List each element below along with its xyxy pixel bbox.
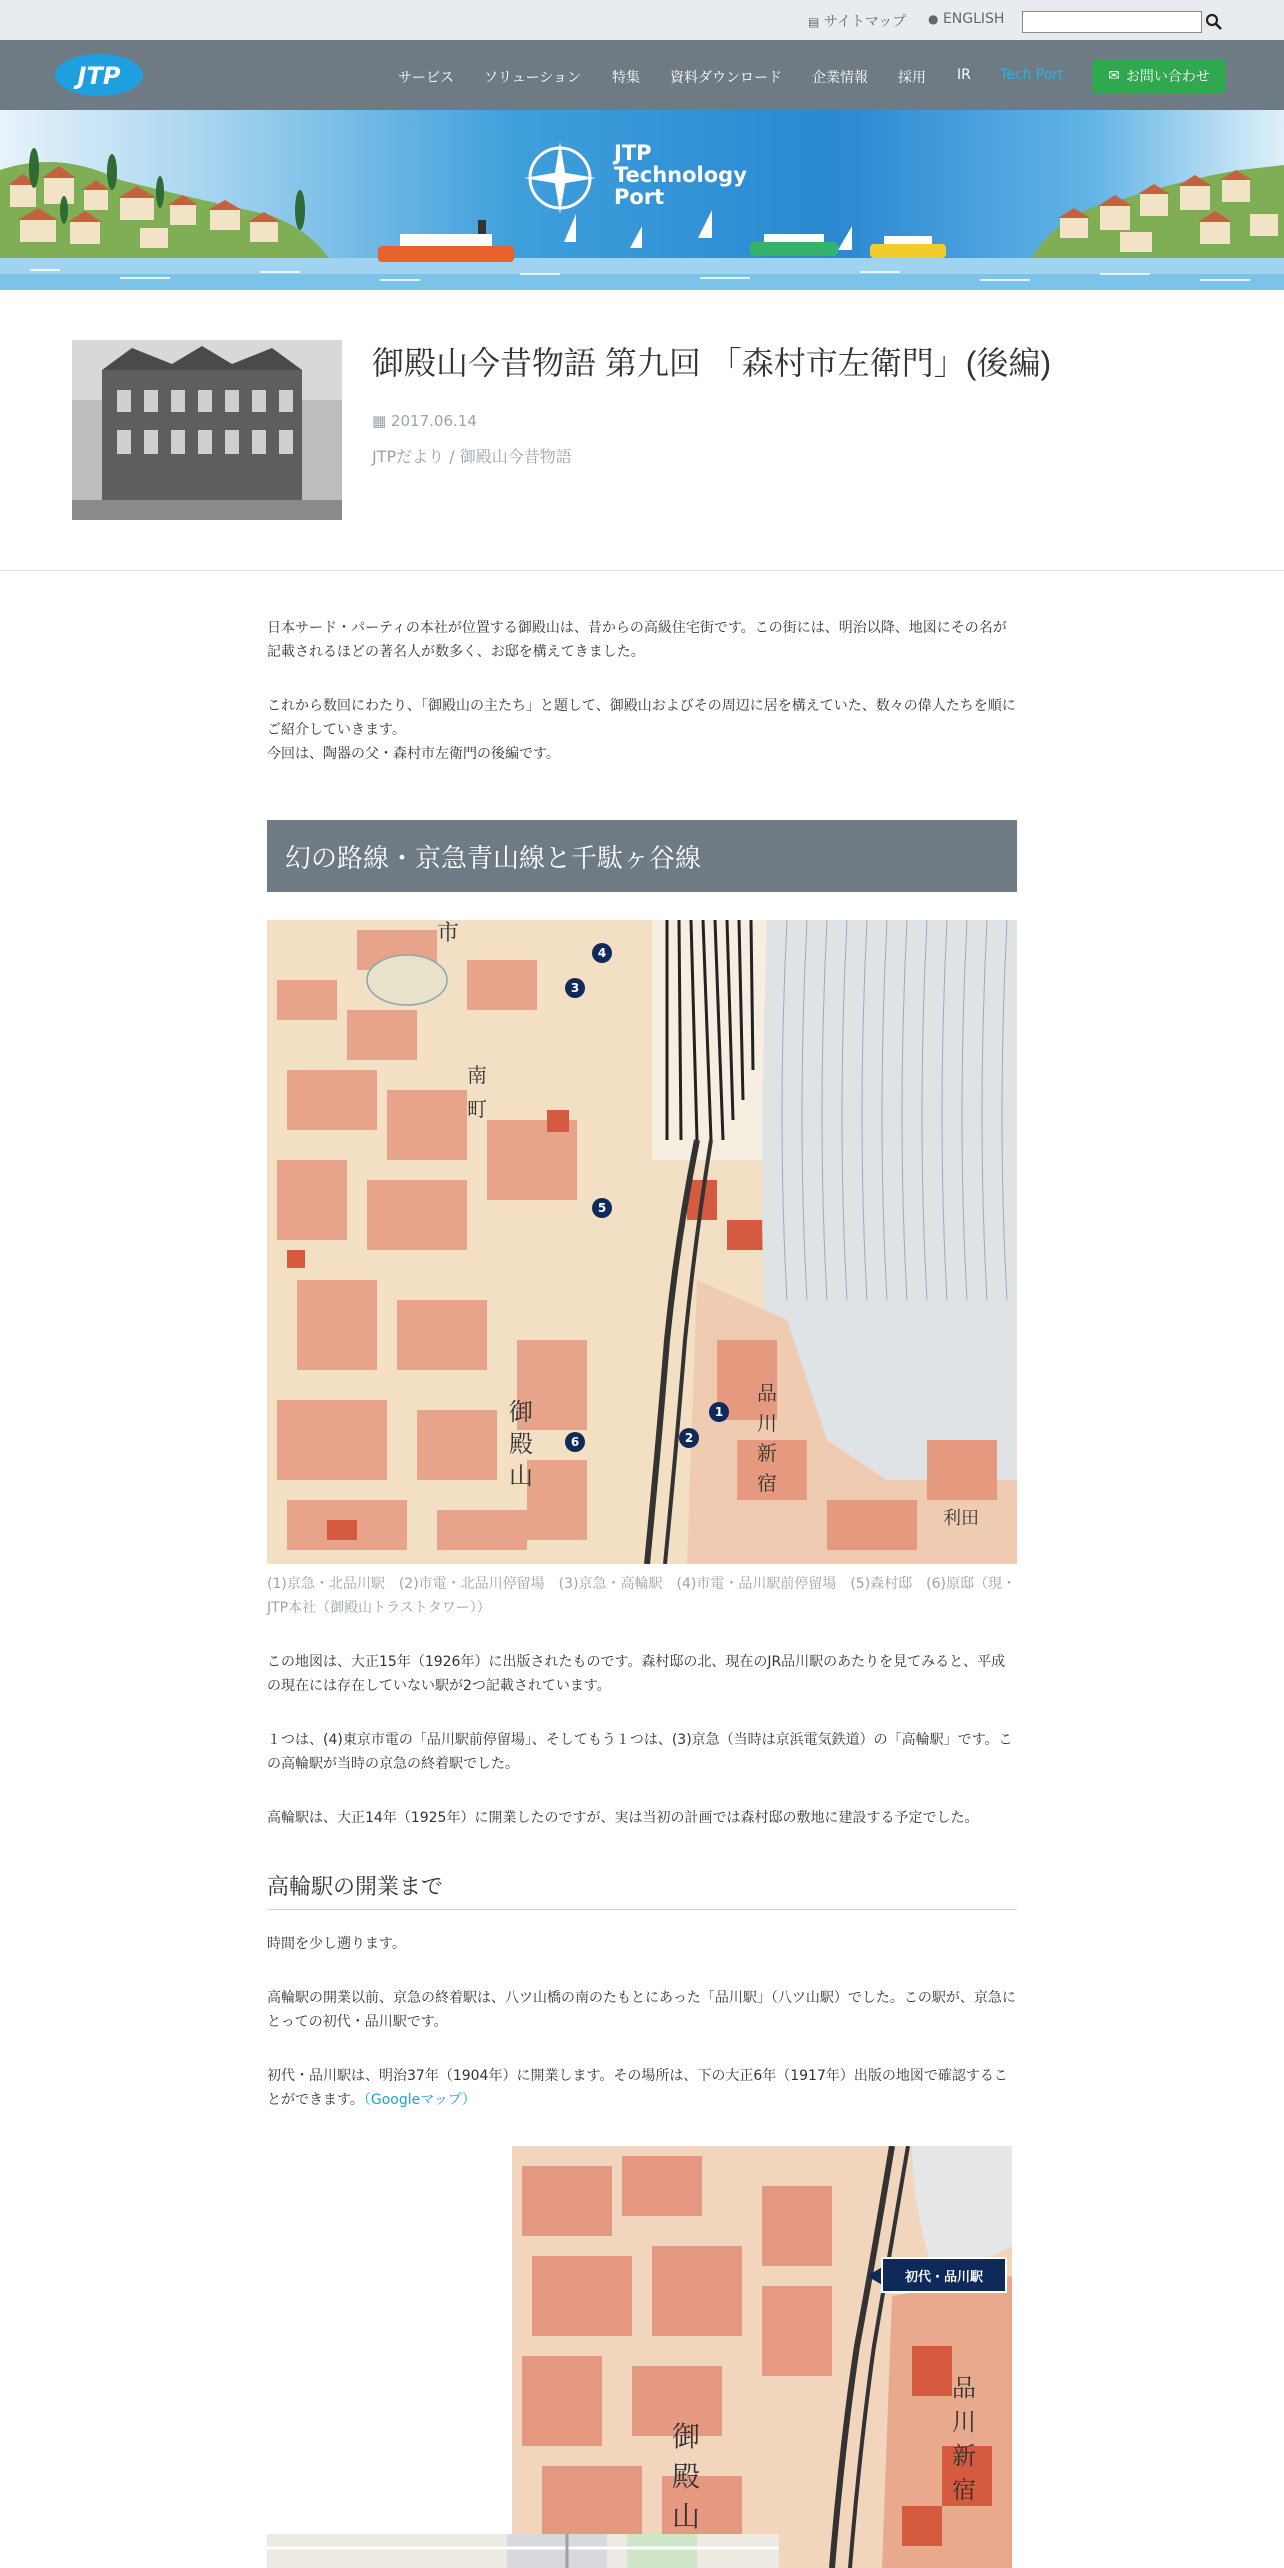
first-station-paragraph: 高輪駅の開業以前、京急の終着駅は、八ツ山橋の南のたもとにあった「品川駅」（八ツ山駅）でした。この駅が、京急にとっての初代・品川駅です。 (267, 1990, 1016, 2030)
search-icon[interactable] (1204, 12, 1224, 32)
nav-solutions[interactable]: ソリューション (484, 70, 582, 86)
nav-ir[interactable]: IR (957, 67, 971, 83)
first-station-callout (867, 2258, 1006, 2292)
article-thumbnail (72, 340, 342, 520)
article-date (372, 412, 477, 430)
sitemap-label: サイトマップ (823, 14, 907, 30)
nav-downloads[interactable]: 資料ダウンロード (670, 70, 782, 86)
map1-label-go: 御 (509, 1398, 533, 1426)
map1-marker-5: 5 (597, 1201, 607, 1215)
contact-button[interactable] (1092, 59, 1226, 93)
intro-paragraph: 日本サード・パーティの本社が位置する御殿山は、昔からの高級住宅街です。この街には、明治以降、地図にその名が記載されるほどの著名人が数多く、お邸を構えてきました。 (267, 620, 1007, 660)
historical-map-1917 (512, 2146, 1012, 2568)
nav-tech-port[interactable]: Tech Port (1000, 67, 1064, 83)
sitemap-icon: ▤ (808, 15, 820, 29)
banner-title (614, 142, 747, 208)
map1-label-gawa: 川 (757, 1411, 777, 1435)
map-explanation-paragraph: この地図は、大正15年（1926年）に出版されたものです。森村邸の北、現在のJR品川駅のあたりを見てみると、平成の現在には存在していない駅が2つ記載されています。 (267, 1654, 1006, 1694)
banner-title-line1: JTP (614, 141, 652, 165)
search-input[interactable] (1022, 11, 1202, 33)
map1-marker-3: 3 (570, 981, 580, 995)
takanawa-paragraph: 高輪駅は、大正14年（1925年）に開業したのですが、実は当初の計画では森村邸の敷地に建設する予定でした。 (267, 1810, 979, 1826)
section-heading-text: 幻の路線・京急青山線と千駄ヶ谷線 (285, 844, 702, 874)
subheading-takanawa (267, 1870, 1017, 1910)
header-divider (0, 570, 1284, 571)
series-paragraph (267, 694, 1017, 766)
opening-paragraph (267, 2064, 1017, 2112)
article-date-text: 2017.06.14 (390, 412, 477, 430)
series-paragraph-line1: これから数回にわたり、「御殿山の主たち」と題して、御殿山およびその周辺に居を構えていた、数々の偉人たちを順にご紹介していきます。 (267, 698, 1016, 738)
map2-label-shina: 品 (952, 2374, 976, 2402)
main-nav (0, 40, 1284, 110)
map1-label-minami: 南 (467, 1063, 487, 1087)
map1-marker-4: 4 (597, 946, 607, 960)
contact-label: お問い合わせ (1125, 69, 1210, 85)
first-station-label: 初代・品川駅 (904, 2270, 984, 2285)
english-link[interactable] (928, 11, 1004, 27)
map1-marker-1: 1 (714, 1405, 724, 1419)
map1-label-shina: 品 (757, 1381, 777, 1405)
sitemap-link[interactable] (808, 11, 906, 31)
map1-label-machi: 町 (467, 1097, 487, 1121)
google-maps-link[interactable]: （Googleマップ） (363, 2092, 476, 2108)
historical-map-1926 (267, 920, 1017, 1564)
map1-label-city: 市 (437, 921, 460, 946)
map2-label-den: 殿 (672, 2460, 701, 2493)
map2-label-yama: 山 (672, 2500, 701, 2533)
opening-paragraph-text: 初代・品川駅は、明治37年（1904年）に開業します。その場所は、下の大正6年（1917年）出版の地図で確認することができます。 (267, 2068, 1008, 2108)
modern-map-strip (267, 2534, 779, 2568)
subheading-text: 高輪駅の開業まで (267, 1875, 444, 1900)
nav-careers[interactable]: 採用 (898, 70, 926, 86)
map1-marker-6: 6 (570, 1435, 580, 1449)
nav-services[interactable]: サービス (398, 70, 454, 86)
article-title: 御殿山今昔物語 第九回 「森村市左衛門」(後編) (372, 345, 1052, 381)
english-label: ENGLISH (942, 11, 1005, 27)
nav-company[interactable]: 企業情報 (812, 70, 868, 86)
map2-label-go: 御 (672, 2420, 701, 2453)
jtp-logo[interactable] (54, 53, 144, 97)
map1-marker-2: 2 (684, 1431, 694, 1445)
globe-icon: ● (928, 12, 939, 26)
map1-label-den: 殿 (509, 1430, 533, 1458)
map2-label-shin: 新 (952, 2442, 976, 2470)
section-heading (267, 820, 1017, 892)
tech-port-banner (0, 110, 1284, 290)
compass-icon (524, 142, 596, 214)
map1-caption: (1)京急・北品川駅 (2)市電・北品川停留場 (3)京急・高輪駅 (4)市電・品川駅前停留場 (5)森村邸 (6)原邸（現・JTP本社（御殿山トラストタワー）） (267, 1576, 1016, 1616)
map1-label-yama: 山 (509, 1462, 533, 1490)
banner-title-line3: Port (614, 185, 665, 209)
map1-label-shin: 新 (757, 1441, 777, 1465)
map2-label-juku: 宿 (952, 2476, 976, 2504)
banner-title-line2: Technology (614, 163, 747, 187)
envelope-icon: ✉ (1108, 68, 1120, 84)
timeline-paragraph: 時間を少し遡ります。 (267, 1936, 406, 1952)
map2-label-gawa: 川 (952, 2408, 976, 2436)
map1-label-juku: 宿 (757, 1471, 777, 1495)
utility-bar (0, 0, 1284, 40)
series-paragraph-line2: 今回は、陶器の父・森村市左衛門の後編です。 (267, 746, 560, 762)
calendar-icon: ▦ (372, 412, 387, 430)
article-categories[interactable]: JTPだより / 御殿山今昔物語 (372, 447, 572, 466)
stations-paragraph: １つは、(4)東京市電の「品川駅前停留場」、そしてもう１つは、(3)京急（当時は京浜電気鉄道）の「高輪駅」です。この高輪駅が当時の京急の終着駅でした。 (267, 1732, 1013, 1772)
map1-label-toshida: 利田 (943, 1508, 979, 1529)
logo-text: JTP (77, 62, 121, 90)
nav-features[interactable]: 特集 (612, 70, 640, 86)
